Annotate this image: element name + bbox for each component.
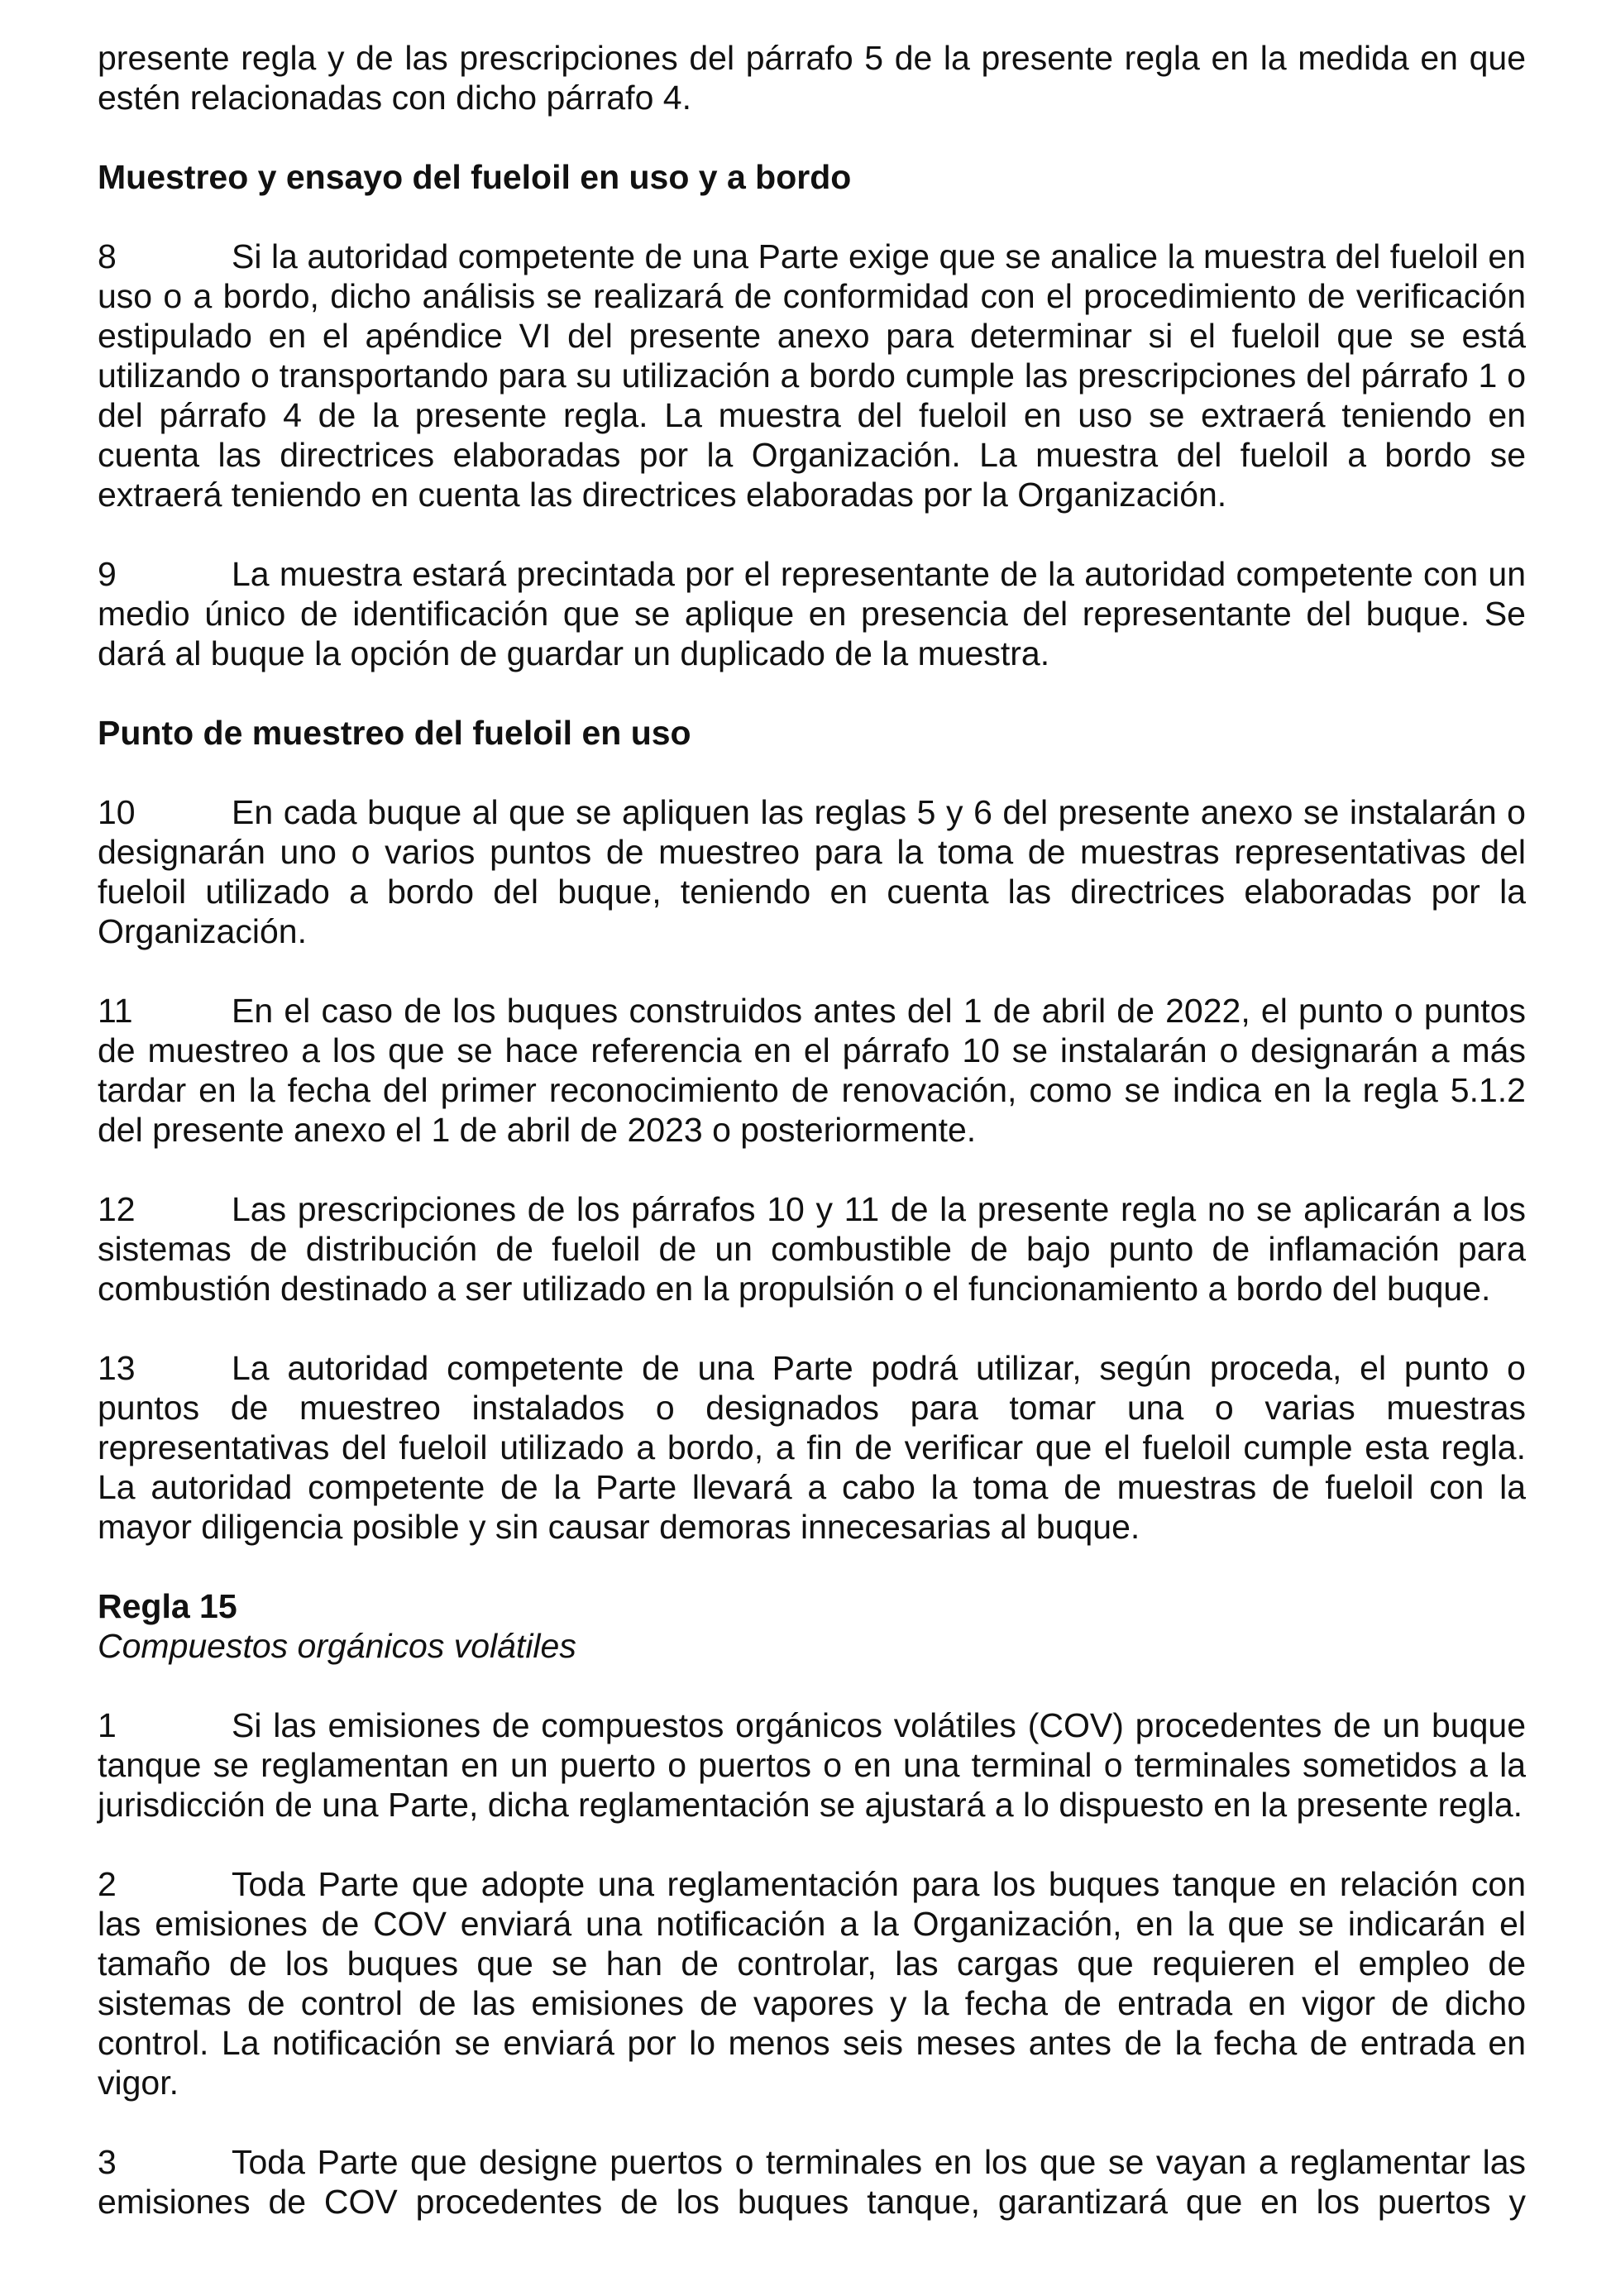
rule-subtitle: Compuestos orgánicos volátiles: [98, 1627, 576, 1665]
paragraph-number: 12: [98, 1190, 136, 1228]
rule-15-paragraph-2: [98, 1864, 1526, 2102]
paragraph-text: La muestra estará precintada por el representante de la autoridad competente con un medio único de identificación que se aplique en presencia del representante del buque. Se dará al buque la opción de guardar un duplicado de la muestra.: [98, 555, 1526, 672]
paragraph-13: [98, 1348, 1526, 1547]
paragraph-10: [98, 792, 1526, 951]
paragraph-text: Toda Parte que designe puertos o terminales en los que se vayan a reglamentar las emisiones de COV procedentes de los buques tanque, garantizará que en los puertos y: [98, 2143, 1526, 2221]
intro-paragraph: presente regla y de las prescripciones del párrafo 5 de la presente regla en la medida en que estén relacionadas con dicho párrafo 4.: [98, 39, 1526, 117]
rule-title: Regla 15: [98, 1587, 237, 1625]
section-heading-sampling-point: Punto de muestreo del fueloil en uso: [98, 714, 691, 752]
paragraph-8: [98, 237, 1526, 514]
paragraph-text: En el caso de los buques construidos antes del 1 de abril de 2022, el punto o puntos de muestreo a los que se hace referencia en el párrafo 10 se instalarán o designarán a más tardar en la fecha del primer reconocimiento de renovación, como se indica en la regla 5.1.2 del presente anexo el 1 de abril de 2023 o posteriormente.: [98, 992, 1526, 1149]
paragraph-text: En cada buque al que se apliquen las reglas 5 y 6 del presente anexo se instalarán o designarán uno o varios puntos de muestreo para la toma de muestras representativas del fueloil utilizado a bordo del buque, teniendo en cuenta las directrices elaboradas por la Organización.: [98, 793, 1526, 950]
paragraph-text: Si la autoridad competente de una Parte exige que se analice la muestra del fueloil en uso o a bordo, dicho análisis se realizará de conformidad con el procedimiento de verificación estipulado en el apéndice VI del presente anexo para determinar si el fueloil que se está utilizando o transportando para su utilización a bordo cumple las prescripciones del párrafo 1 o del párrafo 4 de la presente regla. La muestra del fueloil en uso se extraerá teniendo en cuenta las directrices elaboradas por la Organización. La muestra del fueloil a bordo se extraerá teniendo en cuenta las directrices elaboradas por la Organización.: [98, 237, 1526, 514]
paragraph-number: 3: [98, 2143, 117, 2181]
paragraph-9: [98, 554, 1526, 673]
paragraph-number: 8: [98, 237, 117, 275]
paragraph-number: 2: [98, 1865, 117, 1903]
paragraph-number: 9: [98, 555, 117, 593]
rule-15-header: [98, 1586, 1526, 1666]
paragraph-text: Las prescripciones de los párrafos 10 y 11 de la presente regla no se aplicarán a los sistemas de distribución de fueloil de un combustible de bajo punto de inflamación para combustión destinado a ser utilizado en la propulsión o el funcionamiento a bordo del buque.: [98, 1190, 1526, 1308]
paragraph-11: [98, 991, 1526, 1150]
paragraph-text: Si las emisiones de compuestos orgánicos volátiles (COV) procedentes de un buque tanque se reglamentan en un puerto o puertos o en una terminal o terminales sometidos a la jurisdicción de una Parte, dicha reglamentación se ajustará a lo dispuesto en la presente regla.: [98, 1706, 1526, 1824]
paragraph-12: [98, 1189, 1526, 1308]
paragraph-number: 13: [98, 1349, 136, 1387]
rule-15-paragraph-1: [98, 1705, 1526, 1825]
paragraph-text: La autoridad competente de una Parte podrá utilizar, según proceda, el punto o puntos de muestreo instalados o designados para tomar una o varias muestras representativas del fueloil utilizado a bordo, a fin de verificar que el fueloil cumple esta regla. La autoridad competente de la Parte llevará a cabo la toma de muestras de fueloil con la mayor diligencia posible y sin causar demoras innecesarias al buque.: [98, 1349, 1526, 1546]
paragraph-text: Toda Parte que adopte una reglamentación para los buques tanque en relación con las emisiones de COV enviará una notificación a la Organización, en la que se indicarán el tamaño de los buques que se han de controlar, las cargas que requieren el empleo de sistemas de control de las emisiones de vapores y la fecha de entrada en vigor de dicho control. La notificación se enviará por lo menos seis meses antes de la fecha de entrada en vigor.: [98, 1865, 1526, 2102]
rule-15-paragraph-3: [98, 2142, 1526, 2222]
paragraph-number: 11: [98, 992, 133, 1030]
paragraph-number: 10: [98, 793, 136, 831]
paragraph-number: 1: [98, 1706, 117, 1744]
document-page: [98, 38, 1526, 2222]
section-heading-sampling-onboard: Muestreo y ensayo del fueloil en uso y a bordo: [98, 158, 852, 196]
